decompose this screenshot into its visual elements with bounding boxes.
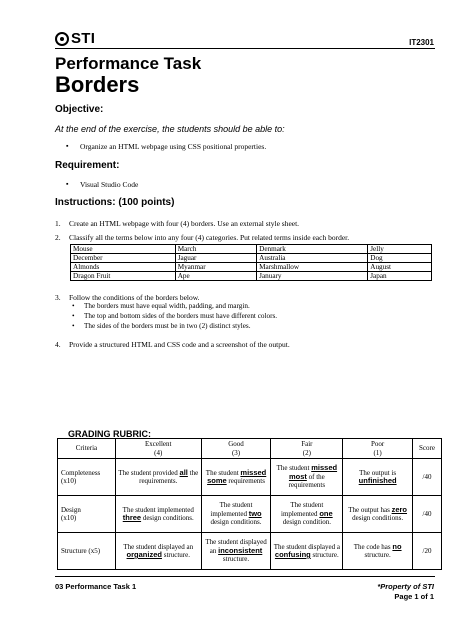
page-title: Performance Task (55, 54, 202, 73)
sti-logo (55, 30, 95, 47)
rubric-cell (115, 459, 201, 496)
rubric-row-structure (58, 533, 442, 570)
rubric-cell (201, 459, 271, 496)
table-cell: Japan (368, 272, 432, 281)
table-cell: March (175, 245, 256, 254)
cell-text: structure. (364, 551, 391, 559)
rubric-cell (271, 496, 343, 533)
table-cell: January (257, 272, 368, 281)
criteria-weight: (x10) (61, 514, 77, 522)
header-rule (55, 48, 435, 49)
table-row (71, 245, 432, 254)
step-2-text: Classify all the terms below into any four (4) categories. Put related terms inside each border. (69, 233, 350, 242)
header-points: (1) (373, 448, 382, 457)
table-cell: Ape (175, 272, 256, 281)
rubric-row-design (58, 496, 442, 533)
table-cell: Australia (257, 254, 368, 263)
header-label: Poor (371, 440, 385, 448)
table-cell: Dragon Fruit (71, 272, 176, 281)
rubric-cell (115, 533, 201, 570)
objective-intro: At the end of the exercise, the students should be able to: (55, 124, 285, 134)
cell-emphasis: unfinished (358, 476, 397, 485)
table-cell: Dog (368, 254, 432, 263)
cell-emphasis: two (248, 508, 262, 518)
step-1: 1. Create an HTML webpage with four (4) borders. Use an external style sheet. (55, 219, 300, 228)
cell-text: design conditions. (141, 514, 194, 522)
cell-text: The student (276, 464, 312, 473)
cell-text: The student displayed an (205, 538, 267, 555)
rubric-header-row (58, 439, 442, 459)
header-label: Good (228, 440, 244, 448)
cell-text: The student implemented (210, 501, 253, 518)
rubric-row-completeness (58, 459, 442, 496)
criteria-label: Completeness (61, 468, 101, 477)
rubric-table (57, 438, 442, 570)
header-label: Fair (301, 440, 313, 448)
table-cell: Myanmar (175, 263, 256, 272)
cell-text: The output is (359, 468, 397, 477)
rubric-header-good (201, 439, 271, 459)
cell-text: the requirements. (139, 468, 199, 485)
table-row (71, 254, 432, 263)
rubric-header-excellent (115, 439, 201, 459)
table-cell: Almonds (71, 263, 176, 272)
requirement-item (66, 180, 138, 189)
cell-emphasis: inconsistent (218, 545, 263, 555)
cell-text: structure. (222, 555, 250, 564)
footer-rule (55, 576, 435, 577)
condition-item: • The top and bottom sides of the borders must have different colors. (84, 312, 277, 320)
objective-item (66, 142, 266, 151)
table-cell: Jaguar (175, 254, 256, 263)
table-cell: Mouse (71, 245, 176, 254)
cell-emphasis: confusing (274, 550, 311, 559)
rubric-cell (271, 459, 343, 496)
header-label: Excellent (145, 440, 172, 448)
header-points: (3) (231, 448, 241, 457)
rubric-cell (201, 496, 271, 533)
footer-doc-name: 03 Performance Task 1 (55, 582, 137, 591)
step-2: 2. Classify all the terms below into any four (4) categories. Put related terms inside each border. (55, 233, 350, 242)
requirement-item-text: Visual Studio Code (80, 180, 139, 189)
cell-text: The student (205, 468, 241, 477)
condition-item: • The sides of the borders must be in two (2) distinct styles. (84, 322, 251, 330)
cell-emphasis: no (392, 541, 402, 551)
criteria-label: Structure (x5) (61, 546, 101, 555)
step-1-text: Create an HTML webpage with four (4) borders. Use an external style sheet. (69, 219, 300, 228)
course-code: IT2301 (409, 38, 434, 47)
cell-emphasis: zero (391, 504, 408, 514)
instructions-heading: Instructions: (100 points) (55, 197, 175, 208)
rubric-header-criteria: Criteria (58, 439, 116, 459)
cell-text: requirements (226, 477, 265, 485)
objective-item-text: Organize an HTML webpage using CSS positional properties. (80, 142, 267, 151)
rubric-score: /20 (413, 533, 442, 570)
table-cell: December (71, 254, 176, 263)
rubric-header-score: Score (413, 439, 442, 459)
criteria-weight: (x10) (61, 477, 77, 485)
cell-emphasis: three (122, 513, 142, 522)
rubric-title: GRADING RUBRIC: (68, 429, 151, 439)
footer-property: *Property of STI (377, 582, 434, 591)
rubric-cell (115, 496, 201, 533)
cell-text: design conditions. (352, 514, 404, 522)
step-4-text: Provide a structured HTML and CSS code and a screenshot of the output. (69, 340, 290, 349)
rubric-criteria (58, 459, 116, 496)
table-cell: Marshmallow (257, 263, 368, 272)
cell-text: design conditions. (210, 518, 262, 527)
rubric-cell (343, 533, 413, 570)
rubric-cell (343, 496, 413, 533)
cell-text: structure. (161, 551, 190, 559)
table-cell: Denmark (257, 245, 368, 254)
rubric-header-poor (343, 439, 413, 459)
step-3: 3. Follow the conditions of the borders below. (55, 293, 200, 302)
cell-text: The code has (353, 542, 393, 551)
cell-emphasis: all (179, 467, 188, 477)
sti-logo-mark-icon (55, 32, 69, 46)
rubric-criteria (58, 496, 116, 533)
header-points: (2) (302, 448, 311, 457)
cell-text: The student displayed a (273, 542, 340, 551)
header-points: (4) (154, 448, 163, 457)
page-subtitle: Borders (55, 72, 140, 97)
footer-page-number: Page 1 of 1 (394, 592, 434, 601)
condition-item: • The borders must have equal width, padding, and margin. (84, 302, 250, 310)
rubric-score: /40 (413, 459, 442, 496)
cell-text: The student displayed an (123, 542, 194, 551)
criteria-label: Design (61, 505, 81, 514)
step-4: 4. Provide a structured HTML and CSS code and a screenshot of the output. (55, 340, 290, 349)
table-row (71, 263, 432, 272)
rubric-cell (271, 533, 343, 570)
rubric-score: /40 (413, 496, 442, 533)
cell-emphasis: organized (126, 550, 162, 559)
rubric-cell (201, 533, 271, 570)
rubric-cell (343, 459, 413, 496)
step-3-text: Follow the conditions of the borders below. (69, 293, 200, 302)
cell-text: The student implemented (281, 501, 324, 518)
table-cell: Jelly (368, 245, 432, 254)
cell-text: design condition. (282, 518, 331, 527)
cell-emphasis: missed some (207, 467, 267, 485)
cell-text: The output has (348, 505, 392, 514)
cell-text: structure. (310, 551, 339, 559)
terms-table (70, 244, 432, 281)
cell-text: of the requirements (288, 472, 326, 490)
objective-heading: Objective: (55, 104, 104, 115)
rubric-criteria (58, 533, 116, 570)
rubric-header-fair (271, 439, 343, 459)
logo-text: STI (71, 30, 96, 47)
cell-emphasis: one (319, 508, 333, 518)
table-cell: August (368, 263, 432, 272)
cell-text: The student provided (118, 468, 180, 477)
cell-text: The student implemented (122, 505, 194, 514)
requirement-heading: Requirement: (55, 160, 120, 171)
cell-emphasis: missed most (288, 463, 338, 481)
table-row (71, 272, 432, 281)
